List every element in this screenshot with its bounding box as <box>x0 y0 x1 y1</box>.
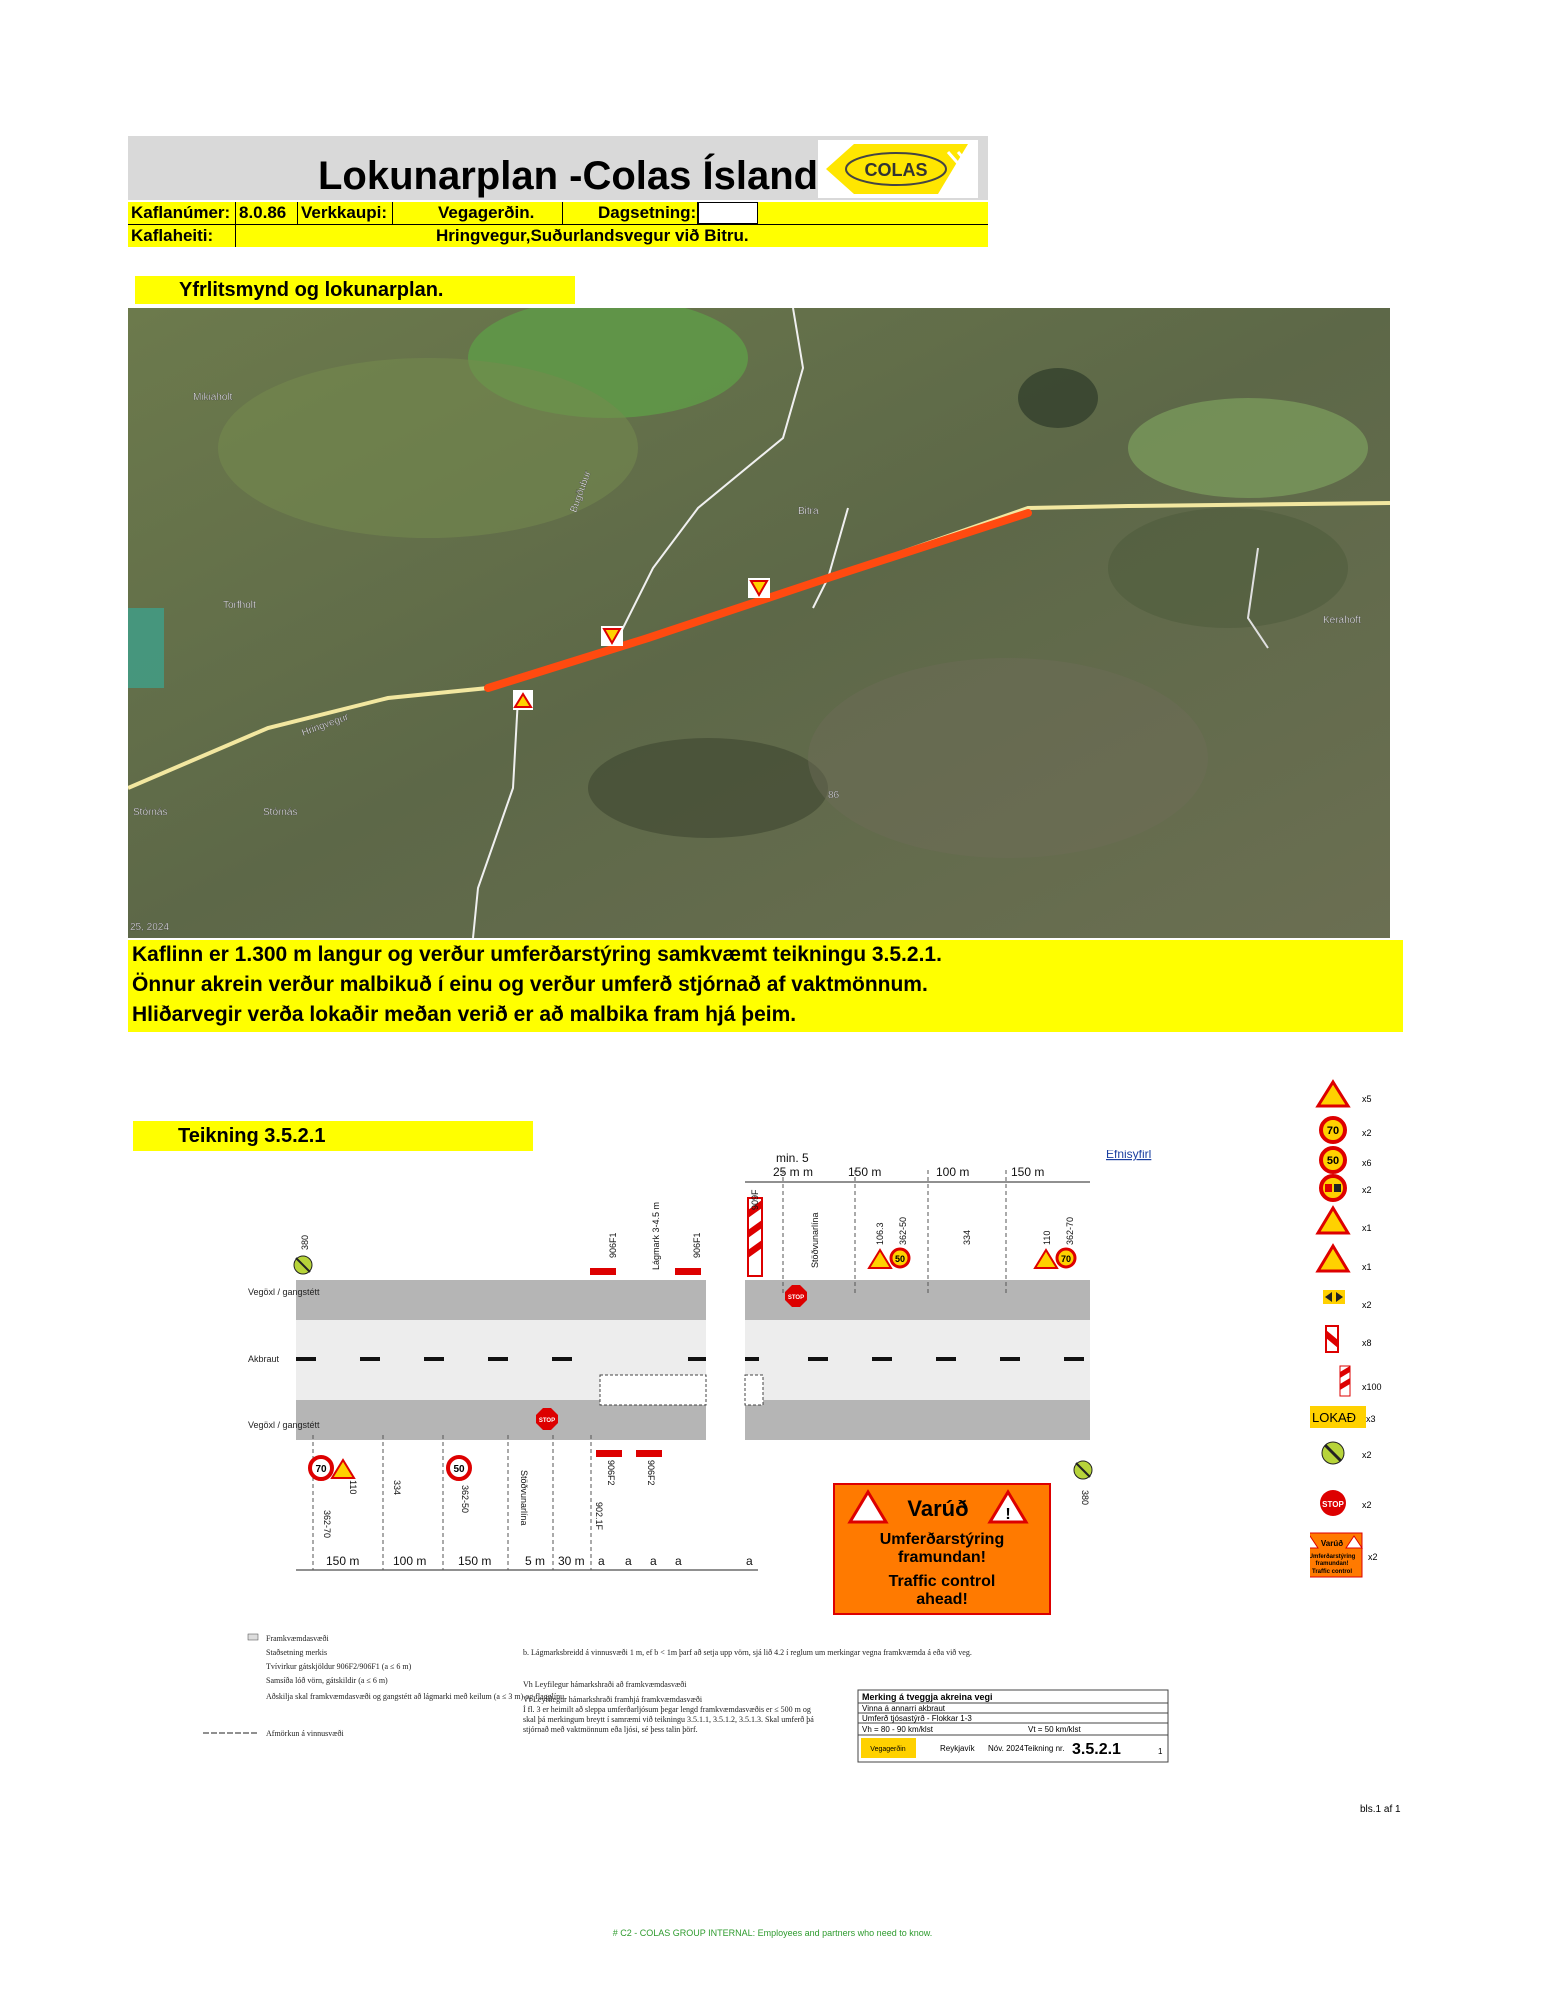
svg-text:x5: x5 <box>1362 1094 1372 1104</box>
drawing-heading: Teikning 3.5.2.1 <box>133 1121 533 1151</box>
svg-text:70: 70 <box>315 1464 327 1475</box>
header-info-row-2 <box>128 224 988 247</box>
lagmark-label: Lágmark 3-4.5 m <box>651 1201 661 1270</box>
info-line-2: Önnur akrein verður malbikuð í einu og verður umferð stjórnað af vaktmönnum. <box>132 973 928 996</box>
colas-logo <box>818 140 978 198</box>
note: Vh Leyfilegur hámarkshraði að framkvæmdasvæði <box>523 1680 687 1689</box>
title-block-text: 3.5.2.1 <box>1072 1741 1121 1758</box>
svg-text:framundan!: framundan! <box>898 1549 986 1566</box>
svg-text:50: 50 <box>894 1254 906 1264</box>
svg-text:x2: x2 <box>1362 1185 1372 1195</box>
no-overtaking-icon <box>1321 1176 1345 1200</box>
svg-text:x6: x6 <box>1362 1158 1372 1168</box>
dagsetning-value <box>698 202 758 224</box>
svg-text:STOP: STOP <box>1322 1500 1344 1509</box>
page-title: Lokunarplan -Colas Ísland <box>318 154 819 198</box>
dim-label: 25 m m <box>773 1165 814 1179</box>
sign-code: 334 <box>392 1480 402 1496</box>
two-way-traffic-icon <box>1318 1246 1348 1271</box>
verkkaupi-value: Vegagerðin. <box>393 202 563 224</box>
sign-code: 380 <box>1080 1490 1090 1506</box>
title-block-text: Merking á tveggja akreina vegi <box>862 1692 993 1702</box>
svg-text:x8: x8 <box>1362 1338 1372 1348</box>
svg-text:50: 50 <box>1326 1155 1340 1167</box>
end-restriction-icon <box>1322 1442 1344 1464</box>
dim-label: 150 m <box>1011 1165 1045 1179</box>
legend-note: Staðsetning merkis <box>266 1648 328 1657</box>
sign-code: 362-50 <box>898 1216 908 1245</box>
svg-text:Umferðarstýring: Umferðarstýring <box>1310 1554 1356 1560</box>
svg-text:Varúð: Varúð <box>1320 1539 1344 1548</box>
yield-sign-icon <box>601 626 623 646</box>
sign-code: 110 <box>348 1480 358 1495</box>
title-block-text: Teikning nr. <box>1024 1744 1065 1753</box>
warning-board-icon <box>1310 1533 1362 1577</box>
kaflanumer-label: Kaflanúmer: <box>128 202 236 224</box>
speed-50-icon <box>448 1457 470 1479</box>
sign-code: 362-70 <box>322 1510 332 1539</box>
dim-label: min. 5 <box>776 1151 809 1165</box>
speed-70-icon <box>1321 1118 1345 1142</box>
kaflanumer-value: 8.0.86 <box>236 202 298 224</box>
svg-text:!: ! <box>1005 1506 1011 1523</box>
svg-text:ahead!: ahead! <box>916 1591 968 1608</box>
map-label: Mikiaholt <box>193 392 233 403</box>
yield-sign-icon <box>748 578 770 598</box>
header-title-block <box>128 136 988 200</box>
note-block: Í fl. 3 er heimilt að sleppa umferðarljósum þegar lengd framkvæmdasvæðis er ≤ 500 m og skal þá merkingum breytt í samræmi við teikningu 3.5.1.1, 3.5.1.2, 3.5.1.3. Skal umferð þá stjórnað með vaktmönnum eða ljósi, sé þess talin þörf. <box>523 1705 814 1734</box>
svg-text:STOP: STOP <box>787 1295 805 1301</box>
kaflaheiti-label: Kaflaheiti: <box>128 225 236 247</box>
verkkaupi-label: Verkkaupi: <box>298 202 393 224</box>
dim-label: 150 m <box>326 1554 360 1568</box>
svg-text:x1: x1 <box>1362 1223 1372 1233</box>
map-label: Bugðubur <box>568 469 594 515</box>
dim-label: 100 m <box>936 1165 970 1179</box>
legend-note: Samsíða lóð vörn, gátskildir (a ≤ 6 m) <box>266 1676 388 1685</box>
svg-text:x2: x2 <box>1368 1552 1378 1562</box>
svg-text:Traffic control: Traffic control <box>888 1573 996 1590</box>
speed-50-icon <box>891 1249 909 1267</box>
lokad-sign <box>1310 1406 1366 1428</box>
title-block-text: Umferð tjósastýrð - Flokkar 1-3 <box>862 1714 972 1723</box>
roadwork-sign-icon <box>1318 1082 1348 1106</box>
traffic-plan-drawing <box>128 1150 1178 1770</box>
roadwork-sign-icon <box>332 1460 354 1478</box>
lane-label-road: Akbraut <box>248 1354 280 1364</box>
dim-label: a <box>746 1554 753 1568</box>
svg-text:framundan!: framundan! <box>1315 1561 1349 1567</box>
svg-text:x2: x2 <box>1362 1128 1372 1138</box>
header-info-row-1 <box>128 202 988 224</box>
sign-code: 902.1F <box>594 1502 604 1531</box>
svg-text:70: 70 <box>1060 1254 1072 1264</box>
classification-footer: # C2 - COLAS GROUP INTERNAL: Employees and partners who need to know. <box>612 1928 933 1938</box>
svg-text:x2: x2 <box>1362 1450 1372 1460</box>
sign-code: 334 <box>962 1229 972 1245</box>
end-restriction-icon <box>1074 1461 1092 1479</box>
title-block-text: Vt = 50 km/klst <box>1028 1725 1081 1734</box>
title-block-text: Vinna á annarri akbraut <box>862 1704 946 1713</box>
note: b. Lágmarksbreidd á vinnusvæði 1 m, ef b < 1m þarf að setja upp vörn, sjá lið 4.2 í reglum um merkingar vegna framkvæmda á eða við veg. <box>523 1648 972 1657</box>
sign-code: 909F <box>750 1189 760 1210</box>
overview-heading: Yfrlitsmynd og lokunarplan. <box>135 276 575 304</box>
dim-label: 100 m <box>393 1554 427 1568</box>
info-line-1: Kaflinn er 1.300 m langur og verður umferðarstýring samkvæmt teikningu 3.5.2.1. <box>132 943 942 966</box>
note: Vt Leyfilegur hámarkshraði framhjá framkvæmdasvæði <box>523 1695 703 1704</box>
warning-sign-board <box>834 1484 1050 1614</box>
svg-text:Umferðarstýring: Umferðarstýring <box>879 1531 1005 1548</box>
info-text-block <box>128 940 1403 1032</box>
map-label: Torfholt <box>223 600 256 611</box>
efnisyfirlit-link[interactable]: Efnisyfirl <box>1106 1150 1152 1161</box>
roadwork-sign-icon <box>1035 1250 1057 1268</box>
map-label: 86 <box>828 790 840 801</box>
kaflaheiti-value: Hringvegur,Suðurlandsvegur við Bitru. <box>436 226 749 245</box>
sign-code: 362-70 <box>1065 1216 1075 1245</box>
map-label: Bitra <box>798 506 819 517</box>
svg-text:COLAS: COLAS <box>864 160 928 180</box>
title-block-text: Nóv. 2024 <box>988 1744 1024 1753</box>
svg-text:x3: x3 <box>1366 1414 1376 1424</box>
dim-label: a <box>650 1554 657 1568</box>
sign-code: 906F2 <box>606 1460 616 1486</box>
svg-text:LOKAÐ: LOKAÐ <box>1312 1410 1357 1425</box>
dim-label: 5 m <box>525 1554 546 1568</box>
title-block-text: 1 <box>1158 1747 1163 1756</box>
sign-code: 110 <box>1042 1230 1052 1245</box>
dim-label: 150 m <box>458 1554 492 1568</box>
aerial-map <box>128 308 1390 938</box>
svg-text:STOP: STOP <box>538 1418 556 1424</box>
stodvunarlina-label: Stöðvunarlína <box>810 1212 820 1268</box>
stop-sign-icon <box>1320 1490 1346 1516</box>
title-block <box>858 1690 1168 1762</box>
title-block-text: Vegagerðin <box>870 1746 906 1753</box>
chevron-board-icon <box>1340 1366 1350 1396</box>
legend-note: Afmörkun á vinnusvæði <box>266 1729 344 1738</box>
map-label: Stórnás <box>263 807 298 818</box>
info-line-3: Hliðarvegir verða lokaðir meðan verið er að malbika fram hjá þeim. <box>132 1003 797 1026</box>
roadwork-sign-icon <box>869 1250 891 1268</box>
svg-text:Traffic control: Traffic control <box>1311 1569 1353 1575</box>
sign-code: 106.3 <box>875 1222 885 1245</box>
sign-code: 362-50 <box>460 1485 470 1514</box>
page-number: bls.1 af 1 <box>1360 1804 1401 1815</box>
dagsetning-label: Dagsetning: <box>563 202 698 224</box>
arrow-board-icon <box>1323 1290 1345 1304</box>
svg-text:x2: x2 <box>1362 1300 1372 1310</box>
lane-label-shoulder-top: Vegöxl / gangstétt <box>248 1287 320 1297</box>
dim-label: a <box>598 1554 605 1568</box>
roadwork-sign-icon <box>513 690 533 710</box>
barrier-board-icon <box>1326 1326 1338 1352</box>
map-label: Kerahoft <box>1323 615 1361 626</box>
svg-text:x1: x1 <box>1362 1262 1372 1272</box>
svg-text:50: 50 <box>453 1464 465 1475</box>
speed-50-icon <box>1321 1148 1345 1172</box>
dim-label: 150 m <box>848 1165 882 1179</box>
speed-70-icon <box>310 1457 332 1479</box>
sign-code: 906F2 <box>646 1460 656 1486</box>
svg-text:Varúð: Varúð <box>907 1496 969 1521</box>
dim-label: a <box>625 1554 632 1568</box>
dim-label: a <box>675 1554 682 1568</box>
svg-text:x100: x100 <box>1362 1382 1382 1392</box>
map-label: Hringvegur <box>300 711 350 739</box>
legend-note: Aðskilja skal framkvæmdasvæði og gangstétt að lágmarki með keilum (a ≤ 3 m) og flagglínu. <box>266 1692 567 1701</box>
svg-text:x2: x2 <box>1362 1500 1372 1510</box>
dim-label: 30 m <box>558 1554 585 1568</box>
stodvunarlina-label: Stöðvunarlína <box>519 1470 529 1526</box>
end-restriction-icon <box>294 1256 312 1274</box>
title-block-text: Vh = 80 - 90 km/klst <box>862 1725 933 1734</box>
speed-70-icon <box>1057 1249 1075 1267</box>
legend-note: Framkvæmdasvæði <box>266 1634 329 1643</box>
sign-code: 380 <box>300 1234 310 1250</box>
narrowing-road-icon <box>1318 1208 1348 1233</box>
sign-code: 906F1 <box>692 1232 702 1258</box>
svg-text:70: 70 <box>1326 1125 1340 1137</box>
map-date: 25, 2024 <box>130 922 169 933</box>
legend-note: Tvívirkur gátskjöldur 906F2/906F1 (a ≤ 6 m) <box>266 1662 412 1671</box>
sign-code: 906F1 <box>608 1232 618 1258</box>
title-block-text: Reykjavík <box>940 1744 975 1753</box>
sign-legend <box>1310 1078 1410 1598</box>
map-label: Stórnás <box>133 807 168 818</box>
lane-label-shoulder-bottom: Vegöxl / gangstétt <box>248 1420 320 1430</box>
